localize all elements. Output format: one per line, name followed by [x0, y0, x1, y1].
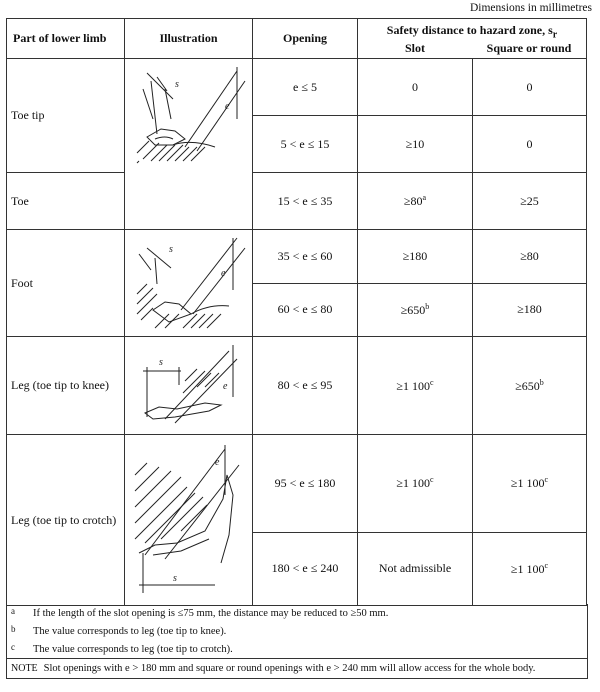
safety-distance-table — [6, 18, 587, 606]
footnote-text: The value corresponds to leg (toe tip to knee). — [33, 625, 227, 637]
s-label: s — [169, 244, 173, 255]
header-illustration: Illustration — [125, 19, 253, 59]
table-row — [7, 59, 587, 116]
opening-cell: 60 < e ≤ 80 — [253, 283, 358, 337]
footnote-b — [7, 622, 587, 640]
slot-cell: ≥10 — [358, 116, 473, 173]
units-label: Dimensions in millimetres — [469, 2, 592, 14]
note-row — [7, 658, 587, 678]
header-square: Square or round — [486, 41, 572, 55]
slot-cell: 0 — [358, 59, 473, 116]
foot-illustration-icon — [125, 230, 253, 336]
part-cell: Toe tip — [7, 59, 125, 173]
square-cell: ≥1 100$^c$ — [473, 435, 587, 533]
slot-cell: ≥180 — [358, 230, 473, 284]
slot-cell: $\ge 650^b$ — [358, 283, 473, 337]
footnote-a — [7, 604, 587, 622]
e-label: e — [223, 381, 228, 392]
opening-cell: 95 < e ≤ 180 — [253, 435, 358, 533]
part-cell: Leg (toe tip to knee) — [7, 337, 125, 435]
e-label: e — [215, 457, 220, 468]
footnote-text: The value corresponds to leg (toe tip to crotch). — [33, 643, 233, 655]
illustration-knee — [125, 337, 253, 435]
header-safety-sub: r — [552, 29, 558, 41]
header-opening: Opening — [253, 19, 358, 59]
slot-cell: $\ge 80^a$ — [358, 173, 473, 230]
footnotes — [6, 604, 588, 679]
square-cell: 0 — [473, 116, 587, 173]
knee-illustration-icon — [125, 337, 253, 433]
e-label: e — [225, 101, 230, 112]
footnote-c — [7, 640, 587, 658]
illustration-foot — [125, 230, 253, 337]
crotch-illustration-icon — [125, 435, 253, 605]
header-safety — [358, 19, 587, 59]
e-label: e — [221, 268, 226, 279]
square-cell: ≥180 — [473, 283, 587, 337]
footnote-text: If the length of the slot opening is ≤75 mm, the distance may be reduced to ≥50 mm. — [33, 607, 389, 619]
table-row — [7, 173, 587, 230]
opening-cell: 180 < e ≤ 240 — [253, 532, 358, 605]
note-text: Slot openings with e > 180 mm and square or round openings with e > 240 mm will allow access for the whole body. — [43, 663, 536, 674]
opening-cell: 15 < e ≤ 35 — [253, 173, 358, 230]
s-label: s — [159, 357, 163, 368]
header-part: Part of lower limb — [7, 19, 125, 59]
slot-cell: ≥1 100$^c$ — [358, 435, 473, 533]
slot-cell: ≥1 100$^c$ — [358, 337, 473, 435]
square-cell: ≥1 100$^c$ — [473, 532, 587, 605]
part-cell: Toe — [7, 173, 125, 230]
opening-cell: 80 < e ≤ 95 — [253, 337, 358, 435]
square-cell: ≥25 — [473, 173, 587, 230]
header-safety-label: Safety distance to hazard zone, s — [386, 22, 553, 37]
footnote-mark: b — [11, 624, 16, 634]
slot-cell: Not admissible — [358, 532, 473, 605]
table-row — [7, 435, 587, 533]
table-row — [7, 230, 587, 284]
s-label: s — [173, 573, 177, 584]
illustration-toe — [125, 59, 253, 230]
square-cell: $\ge 650^b$ — [473, 337, 587, 435]
opening-cell: 5 < e ≤ 15 — [253, 116, 358, 173]
s-label: s — [175, 79, 179, 90]
header-slot: Slot — [404, 41, 425, 55]
illustration-crotch — [125, 435, 253, 606]
opening-cell: 35 < e ≤ 60 — [253, 230, 358, 284]
square-cell: 0 — [473, 59, 587, 116]
part-cell: Leg (toe tip to crotch) — [7, 435, 125, 606]
opening-cell: e ≤ 5 — [253, 59, 358, 116]
note-label: NOTE — [11, 663, 38, 674]
toe-illustration-icon — [125, 59, 253, 229]
footnote-mark: a — [11, 606, 15, 616]
header-row — [7, 19, 587, 59]
square-cell: ≥80 — [473, 230, 587, 284]
part-cell: Foot — [7, 230, 125, 337]
table-row — [7, 337, 587, 435]
footnote-mark: c — [11, 642, 15, 652]
